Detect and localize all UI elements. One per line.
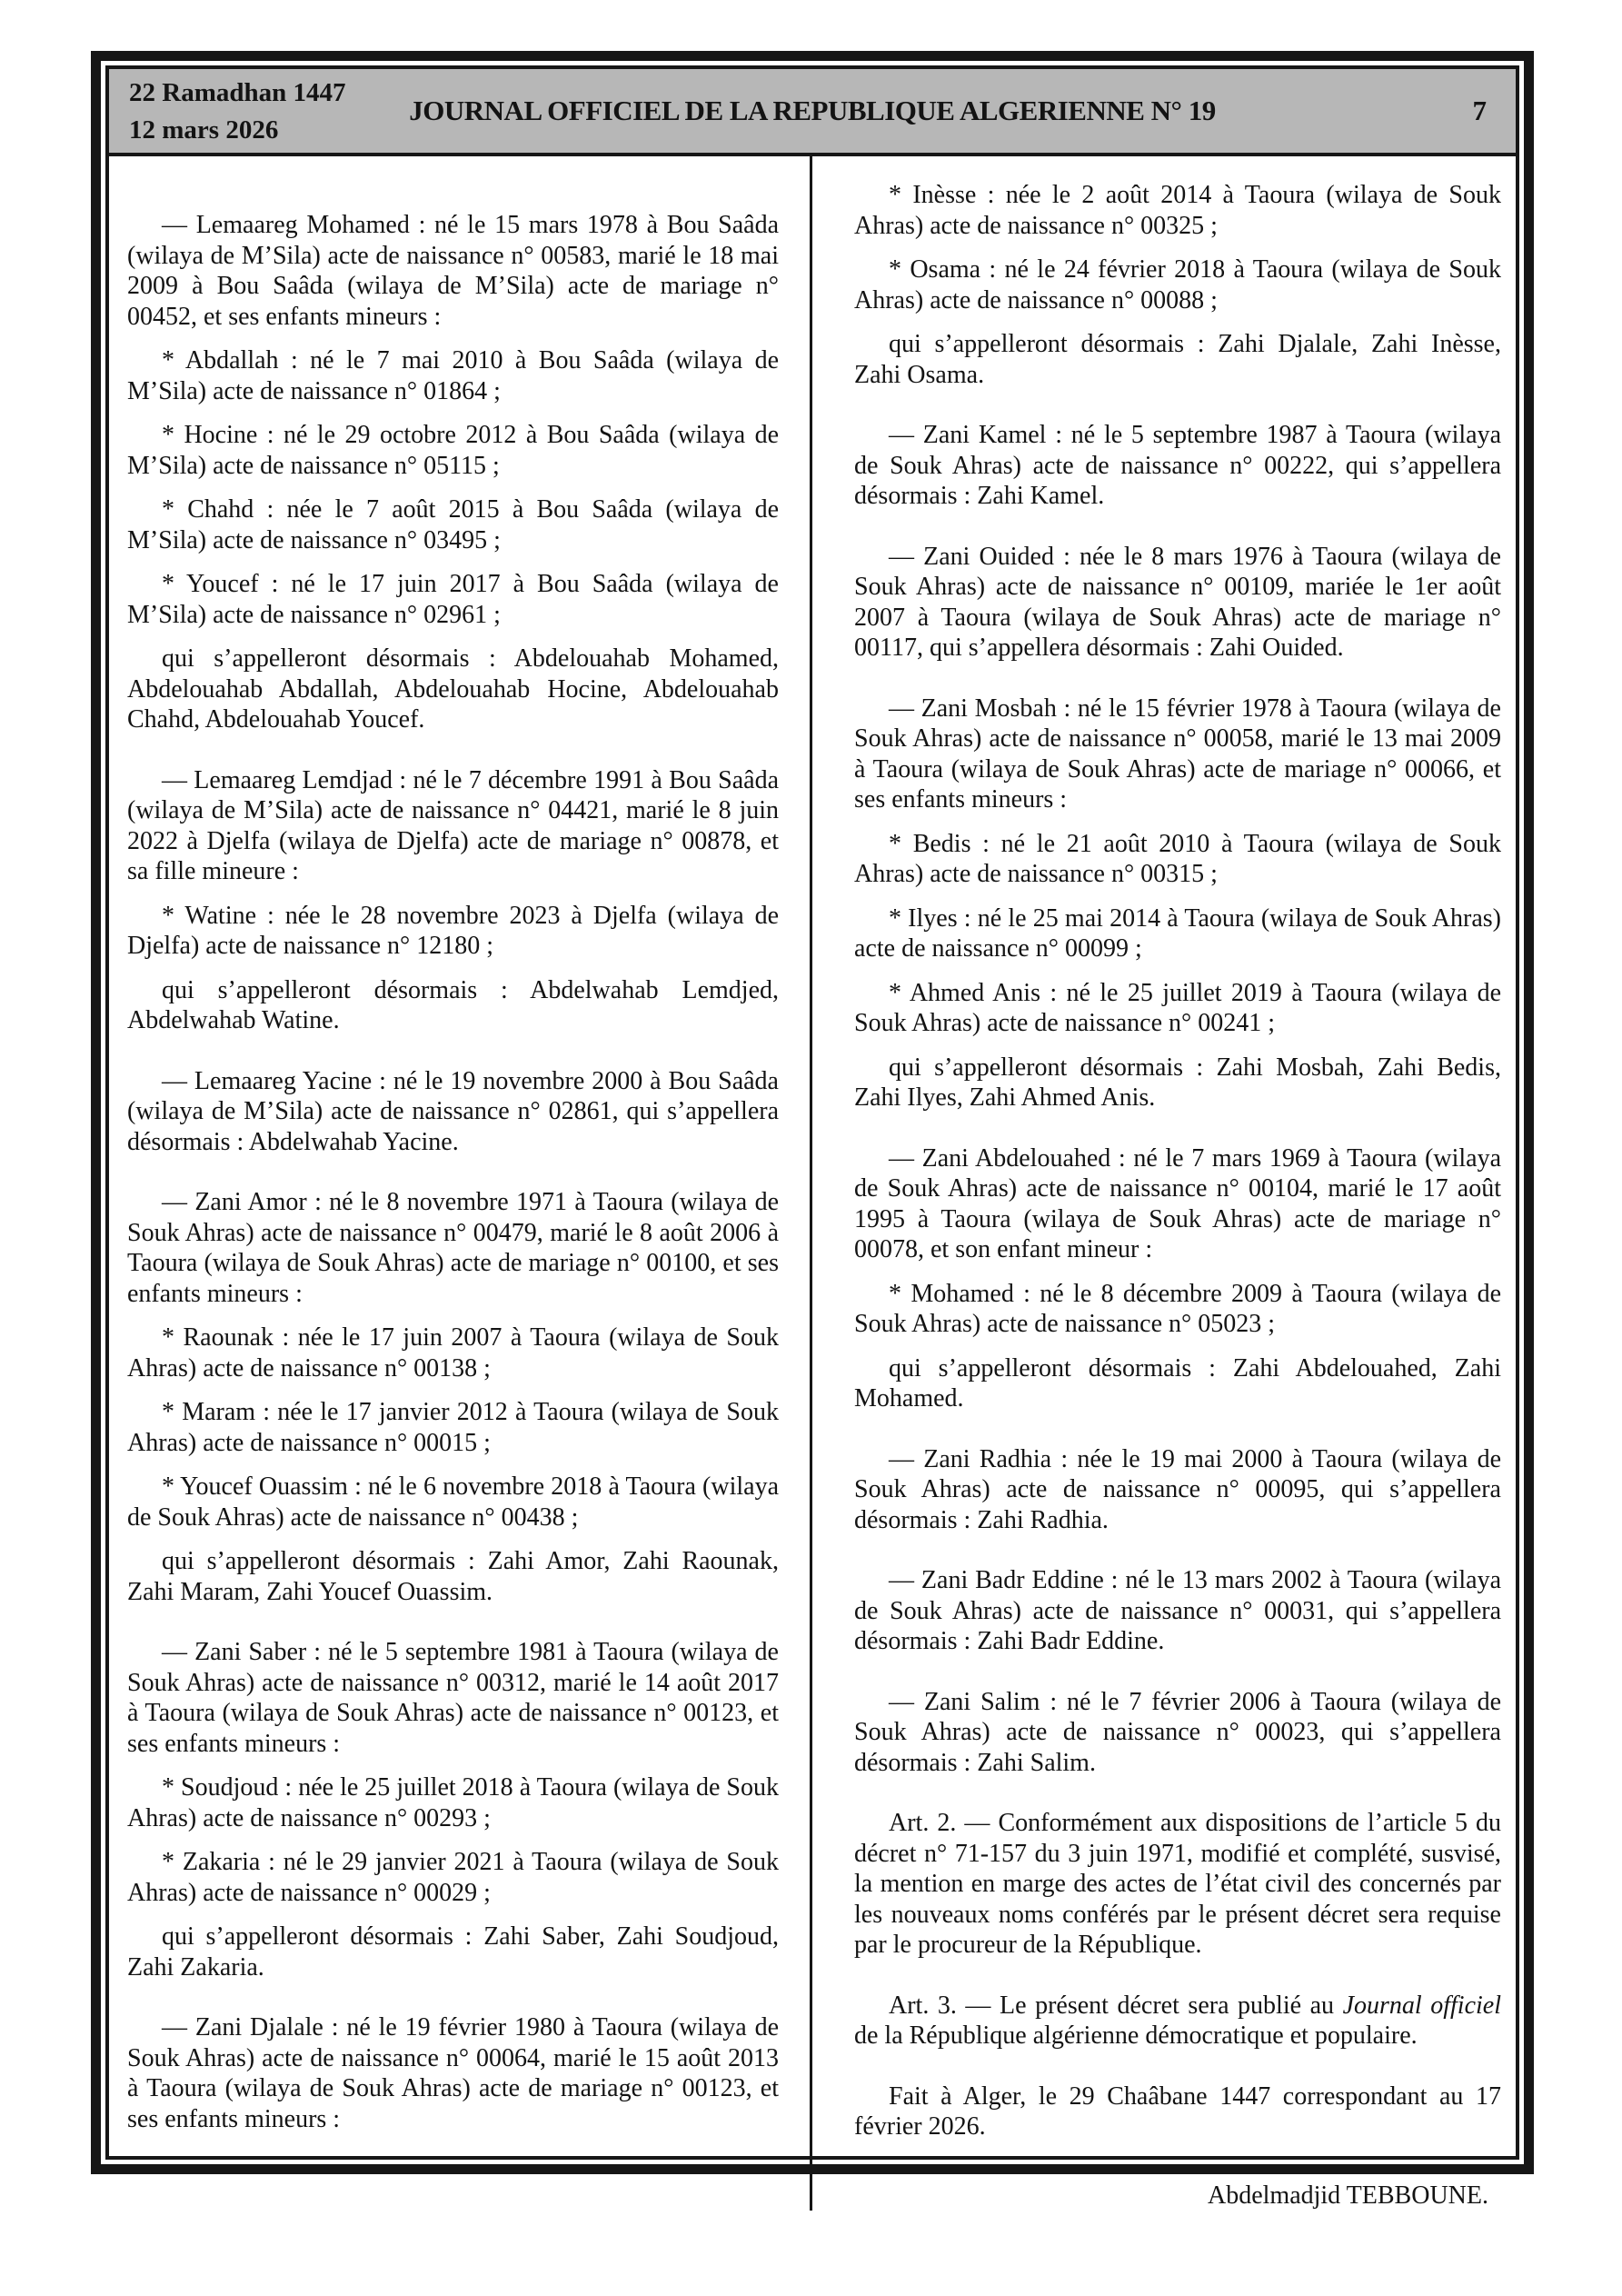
page-number: 7 (1472, 95, 1487, 126)
paragraph-entry: — Lemaareg Lemdjad : né le 7 décembre 1991 à Bou Saâda (wilaya de M’Sila) acte de naissance n° 04421, marié le 8 juin 2022 à Djelfa (wilaya de Djelfa) acte de mariage n° 00878, et sa fille mineure : (127, 765, 779, 885)
paragraph-child: qui s’appelleront désormais : Abdelouahab Mohamed, Abdelouahab Abdallah, Abdelouahab Hocine, Abdelouahab Chahd, Abdelouahab Youcef. (127, 644, 779, 734)
paragraph-child: * Maram : née le 17 janvier 2012 à Taoura (wilaya de Souk Ahras) acte de naissance n° 00015 ; (127, 1398, 779, 1457)
paragraph-child: qui s’appelleront désormais : Zahi Abdelouahed, Zahi Mohamed. (854, 1353, 1501, 1413)
paragraph-child: * Ahmed Anis : né le 25 juillet 2019 à Taoura (wilaya de Souk Ahras) acte de naissance n° 00241 ; (854, 978, 1501, 1037)
paragraph-child: * Ilyes : né le 25 mai 2014 à Taoura (wilaya de Souk Ahras) acte de naissance n° 00099 ; (854, 903, 1501, 963)
paragraph-child: * Youcef Ouassim : né le 6 novembre 2018 à Taoura (wilaya de Souk Ahras) acte de naissance n° 00438 ; (127, 1472, 779, 1532)
paragraph-child: * Soudjoud : née le 25 juillet 2018 à Taoura (wilaya de Souk Ahras) acte de naissance n° 00293 ; (127, 1773, 779, 1832)
paragraph-closing: Fait à Alger, le 29 Chaâbane 1447 correspondant au 17 février 2026. (854, 2081, 1501, 2141)
paragraph-child: * Mohamed : né le 8 décembre 2009 à Taoura (wilaya de Souk Ahras) acte de naissance n° 05023 ; (854, 1279, 1501, 1338)
date-hijri: 22 Ramadhan 1447 (129, 78, 346, 107)
paragraph-child: * Chahd : née le 7 août 2015 à Bou Saâda (wilaya de M’Sila) acte de naissance n° 03495 ; (127, 495, 779, 554)
text-run: de la République algérienne démocratique et populaire. (854, 2021, 1418, 2050)
date-gregorian: 12 mars 2026 (129, 115, 279, 145)
paragraph-child: qui s’appelleront désormais : Zahi Mosbah, Zahi Bedis, Zahi Ilyes, Zahi Ahmed Anis. (854, 1053, 1501, 1112)
page-content (109, 156, 1516, 2211)
paragraph-child: * Raounak : née le 17 juin 2007 à Taoura (wilaya de Souk Ahras) acte de naissance n° 00138 ; (127, 1323, 779, 1383)
paragraph-child: * Youcef : né le 17 juin 2017 à Bou Saâda (wilaya de M’Sila) acte de naissance n° 02961 ; (127, 570, 779, 629)
paragraph-entry: — Zani Radhia : née le 19 mai 2000 à Taoura (wilaya de Souk Ahras) acte de naissance n° 00095, qui s’appellera désormais : Zahi Radhia. (854, 1444, 1501, 1534)
paragraph-entry: — Zani Ouided : née le 8 mars 1976 à Taoura (wilaya de Souk Ahras) acte de naissance n° 00109, mariée le 1er août 2007 à Taoura (wilaya de Souk Ahras) acte de mariage n° 00117, qui s’appellera désormais : Zahi Ouided. (854, 542, 1501, 662)
journal-officiel-italic-text: Journal officiel (1342, 1991, 1502, 2020)
paragraph-article (854, 1991, 1501, 2051)
paragraph-child: * Watine : née le 28 novembre 2023 à Djelfa (wilaya de Djelfa) acte de naissance n° 12180 ; (127, 901, 779, 960)
page-frame (91, 51, 1534, 2210)
paragraph-entry: — Lemaareg Yacine : né le 19 novembre 2000 à Bou Saâda (wilaya de M’Sila) acte de naissance n° 02861, qui s’appellera désormais : Abdelwahab Yacine. (127, 1066, 779, 1156)
paragraph-entry: — Zani Amor : né le 8 novembre 1971 à Taoura (wilaya de Souk Ahras) acte de naissance n° 00479, marié le 8 août 2006 à Taoura (wilaya de Souk Ahras) acte de mariage n° 00100, et ses enfants mineurs : (127, 1188, 779, 1308)
paragraph-child: * Hocine : né le 29 octobre 2012 à Bou Saâda (wilaya de M’Sila) acte de naissance n° 05115 ; (127, 421, 779, 480)
paragraph-child: * Zakaria : né le 29 janvier 2021 à Taoura (wilaya de Souk Ahras) acte de naissance n° 00029 ; (127, 1848, 779, 1907)
column-left (109, 156, 812, 2211)
paragraph-child: qui s’appelleront désormais : Zahi Amor, Zahi Raounak, Zahi Maram, Zahi Youcef Ouassim. (127, 1547, 779, 1606)
page-frame-inner (105, 65, 1519, 2210)
paragraph-entry: — Lemaareg Mohamed : né le 15 mars 1978 à Bou Saâda (wilaya de M’Sila) acte de naissance n° 00583, marié le 18 mai 2009 à Bou Saâda (wilaya de M’Sila) acte de mariage n° 00452, et ses enfants mineurs : (127, 211, 779, 331)
paragraph-child: * Osama : né le 24 février 2018 à Taoura (wilaya de Souk Ahras) acte de naissance n° 00088 ; (854, 255, 1501, 314)
paragraph-entry: — Zani Kamel : né le 5 septembre 1987 à Taoura (wilaya de Souk Ahras) acte de naissance n° 00222, qui s’appellera désormais : Zahi Kamel. (854, 421, 1501, 510)
paragraph-child: qui s’appelleront désormais : Zahi Djalale, Zahi Inèsse, Zahi Osama. (854, 330, 1501, 389)
paragraph-child: * Bedis : né le 21 août 2010 à Taoura (wilaya de Souk Ahras) acte de naissance n° 00315 ; (854, 829, 1501, 888)
paragraph-entry: — Zani Badr Eddine : né le 13 mars 2002 à Taoura (wilaya de Souk Ahras) acte de naissance n° 00031, qui s’appellera désormais : Zahi Badr Eddine. (854, 1566, 1501, 1655)
paragraph-article: Art. 2. — Conformément aux dispositions de l’article 5 du décret n° 71-157 du 3 juin 1971, modifié et complété, susvisé, la mention en marge des actes de l’état civil des concernés par les nouveaux noms conférés par le présent décret sera requise par le procureur de la République. (854, 1809, 1501, 1959)
paragraph-signature: Abdelmadjid TEBBOUNE. (1207, 2181, 1488, 2210)
paragraph-entry: — Zani Salim : né le 7 février 2006 à Taoura (wilaya de Souk Ahras) acte de naissance n° 00023, qui s’appellera désormais : Zahi Salim. (854, 1687, 1501, 1777)
paragraph-entry: — Zani Mosbah : né le 15 février 1978 à Taoura (wilaya de Souk Ahras) acte de naissance n° 00058, marié le 13 mai 2009 à Taoura (wilaya de Souk Ahras) acte de mariage n° 00066, et ses enfants mineurs : (854, 694, 1501, 814)
paragraph-child: * Abdallah : né le 7 mai 2010 à Bou Saâda (wilaya de M’Sila) acte de naissance n° 01864 ; (127, 346, 779, 405)
paragraph-child: qui s’appelleront désormais : Abdelwahab Lemdjed, Abdelwahab Watine. (127, 975, 779, 1034)
column-right (812, 156, 1516, 2211)
paragraph-entry: — Zani Djalale : né le 19 février 1980 à Taoura (wilaya de Souk Ahras) acte de naissance n° 00064, marié le 15 août 2013 à Taoura (wilaya de Souk Ahras) acte de mariage n° 00123, et ses enfants mineurs : (127, 2013, 779, 2133)
page-header (109, 69, 1516, 156)
text-run: Art. 3. — Le présent décret sera publié au (889, 1991, 1343, 2020)
paragraph-child: * Inèsse : née le 2 août 2014 à Taoura (wilaya de Souk Ahras) acte de naissance n° 00325 ; (854, 181, 1501, 240)
paragraph-entry: — Zani Abdelouahed : né le 7 mars 1969 à Taoura (wilaya de Souk Ahras) acte de naissance n° 00104, marié le 17 août 1995 à Taoura (wilaya de Souk Ahras) acte de mariage n° 00078, et son enfant mineur : (854, 1143, 1501, 1263)
paragraph-child: qui s’appelleront désormais : Zahi Saber, Zahi Soudjoud, Zahi Zakaria. (127, 1922, 779, 1982)
paragraph-entry: — Zani Saber : né le 5 septembre 1981 à Taoura (wilaya de Souk Ahras) acte de naissance n° 00312, marié le 14 août 2017 à Taoura (wilaya de Souk Ahras) acte de naissance n° 00123, et ses enfants mineurs : (127, 1638, 779, 1758)
journal-title: JOURNAL OFFICIEL DE LA REPUBLIQUE ALGERIENNE N° 19 (409, 95, 1216, 126)
